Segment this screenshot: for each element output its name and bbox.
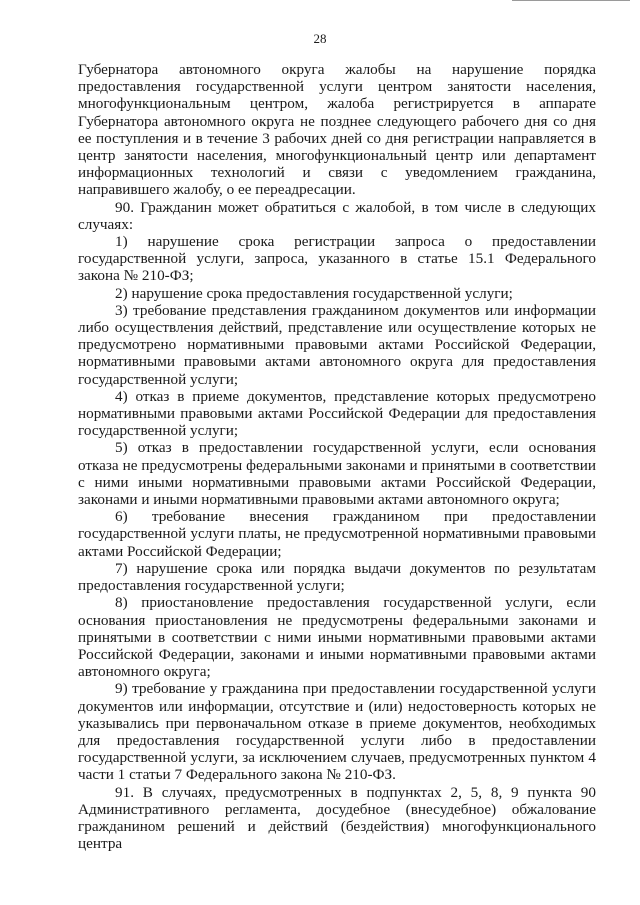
list-item-7: 7) нарушение срока или порядка выдачи документов по результатам предоставления государственной услуги;: [78, 559, 596, 595]
paragraph-90: 90. Гражданин может обратиться с жалобой, в том числе в следующих случаях:: [78, 198, 596, 233]
body-text: [78, 61, 596, 852]
page-number: 28: [313, 31, 327, 46]
top-edge-rule: [512, 0, 630, 1]
list-item-5: 5) отказ в предоставлении государственной услуги, если основания отказа не предусмотрены федеральными законами и принятыми в соответствии с ними иными нормативными правовыми актами Российской Федерации, законами и иными нормативными правовыми актами автономного округа;: [78, 439, 596, 509]
paragraph-continuation: Губернатора автономного округа жалобы на нарушение порядка предоставления государственной услуги центром занятости населения, многофункциональным центром, жалоба регистрируется в аппарате Губернатора автономного округа не позднее следующего рабочего дня со дня ее поступления и в течение 3 рабочих дней со дня регистрации направляется в центр занятости населения, многофункциональный центр или департамент информационных технологий и связи с уведомлением гражданина, направившего жалобу, о ее переадресации.: [78, 61, 596, 199]
list-item-9: 9) требование у гражданина при предоставлении государственной услуги документов или информации, отсутствие и (или) недостоверность которых не указывались при первоначальном отказе в приеме документов, необходимых для предоставления государственной услуги либо в предоставлении государственной услуги, за исключением случаев, предусмотренных пунктом 4 части 1 статьи 7 Федерального закона № 210-ФЗ.: [78, 680, 596, 784]
list-item-2: 2) нарушение срока предоставления государственной услуги;: [115, 284, 513, 302]
list-item-1: 1) нарушение срока регистрации запроса о предоставлении государственной услуги, запроса, указанного в статье 15.1 Федерального закона № 210-ФЗ;: [78, 233, 596, 285]
list-item-3: 3) требование представления гражданином документов или информации либо осуществления действий, представление или осуществление которых не предусмотрено нормативными правовыми актами Российской Федерации, нормативными правовыми актами автономного округа для предоставления государственной услуги;: [78, 301, 596, 388]
list-item-8: 8) приостановление предоставления государственной услуги, если основания приостановления не предусмотрены федеральными законами и принятыми в соответствии с ними иными нормативными правовыми актами Российской Федерации, законами и иными нормативными правовыми актами автономного округа;: [78, 594, 596, 681]
list-item-6: 6) требование внесения гражданином при предоставлении государственной услуги платы, не предусмотренной нормативными правовыми актами Российской Федерации;: [78, 508, 596, 560]
paragraph-91: 91. В случаях, предусмотренных в подпунктах 2, 5, 8, 9 пункта 90 Административного регламента, досудебное (внесудебное) обжалование гражданином решений и действий (бездействия) многофункционального центра: [78, 783, 596, 853]
list-item-4: 4) отказ в приеме документов, представление которых предусмотрено нормативными правовыми актами Российской Федерации для предоставления государственной услуги;: [78, 387, 596, 440]
